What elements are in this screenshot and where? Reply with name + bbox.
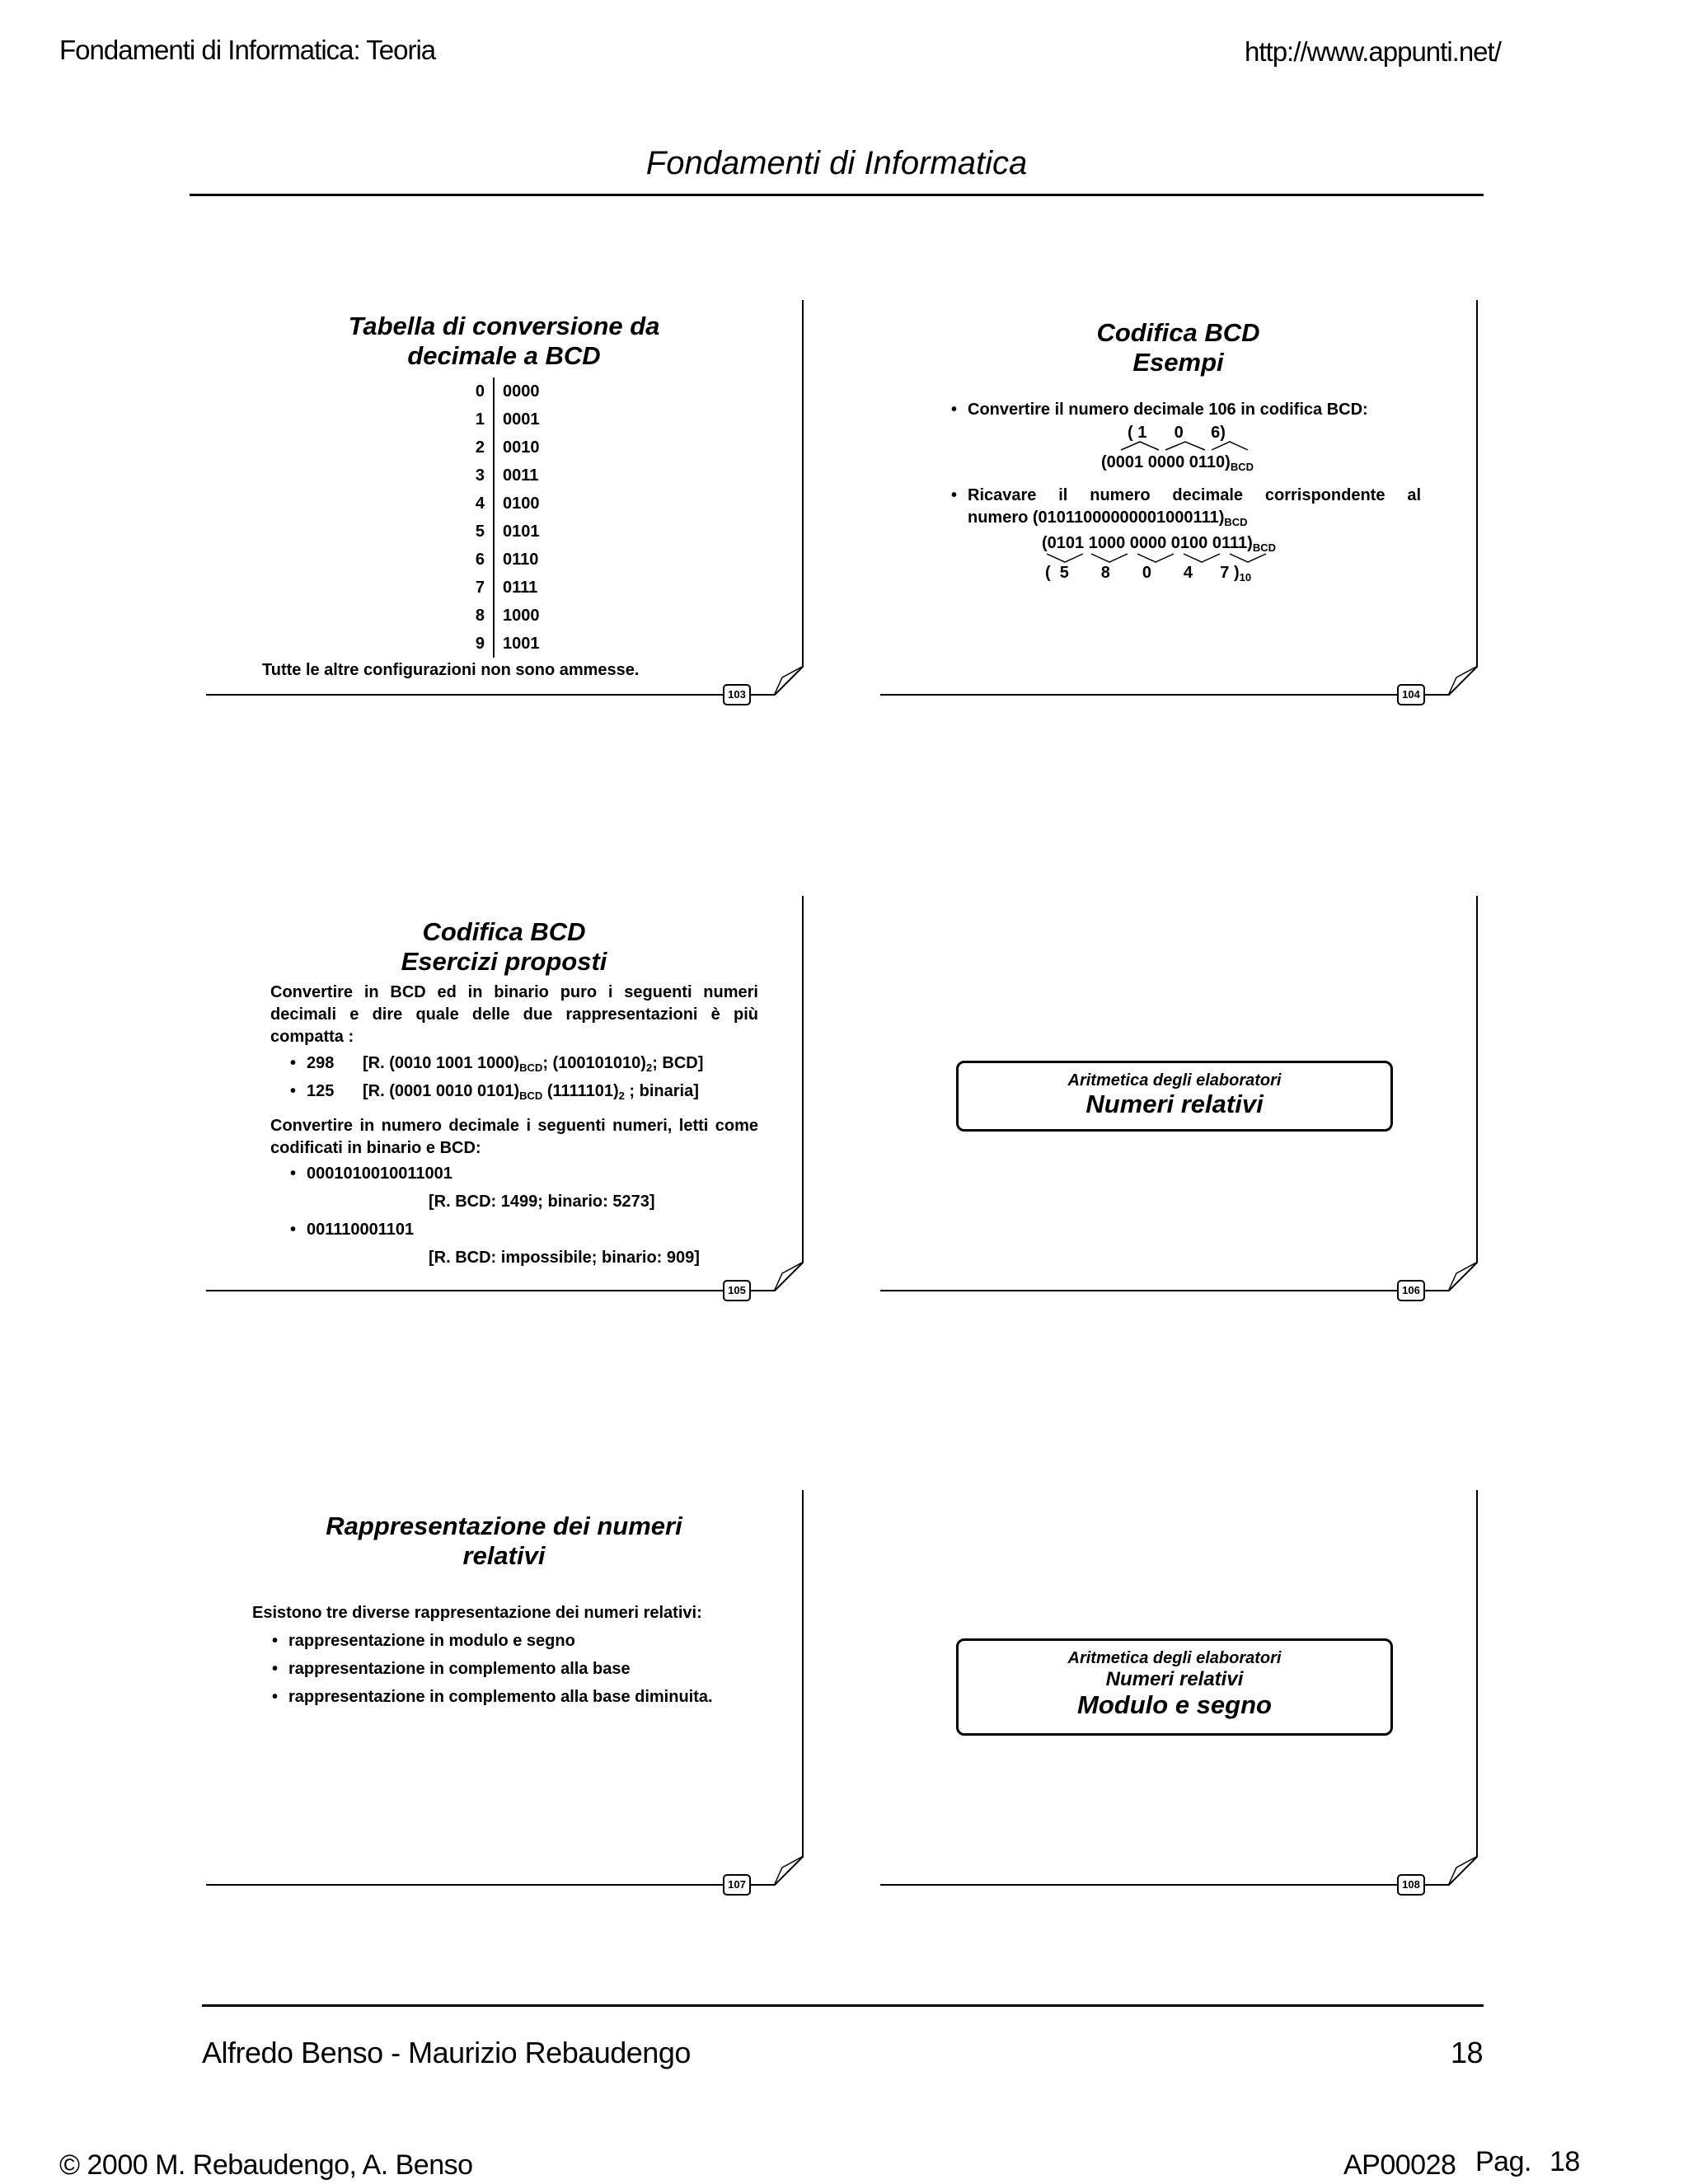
footer-page-number: 18	[1451, 2036, 1484, 2069]
slide-title	[206, 312, 802, 371]
intro-text: Esistono tre diverse rappresentazione dei numeri relativi:	[252, 1604, 702, 1622]
slide-105	[206, 896, 804, 1296]
slide-title	[880, 318, 1476, 377]
list-item: • rappresentazione in complemento alla base diminuita.	[288, 1686, 713, 1708]
table-row: 5 0101	[465, 518, 540, 546]
slide-103	[206, 300, 804, 701]
slide-title-line1: Codifica BCD	[1096, 318, 1260, 347]
header-right: http://www.appunti.net/	[1245, 36, 1501, 67]
slide-title-line1: Codifica BCD	[422, 917, 586, 946]
footer-pag-label: Pag.	[1475, 2146, 1531, 2177]
table-row: 4 0100	[465, 490, 540, 518]
list-item: • 125	[307, 1080, 334, 1103]
box-subtitle-2: Numeri relativi	[1105, 1668, 1244, 1690]
slide-title	[206, 1511, 802, 1571]
footer-copyright: © 2000 M. Rebaudengo, A. Benso	[59, 2149, 473, 2181]
footer-pag-number: 18	[1550, 2146, 1580, 2177]
bcd-result: (0001 0000 $0110)_{BCD}$	[1101, 453, 1254, 473]
table-row: 7 0111	[465, 574, 540, 602]
list-item: • rappresentazione in complemento alla base	[288, 1658, 631, 1680]
table-row: 3 0011	[465, 462, 540, 490]
box-title: Modulo e segno	[1077, 1690, 1272, 1719]
slide-title-line1: Tabella di conversione da	[348, 312, 660, 340]
table-row: 0 0000	[465, 377, 540, 405]
brace-marks	[1119, 440, 1251, 452]
slide-number: 108	[1397, 1874, 1425, 1896]
section-box	[956, 1061, 1393, 1132]
exercise-intro: Convertire in BCD ed in binario puro i seguenti numeri decimali e dire quale delle due rappresentazioni è più compatta :	[270, 983, 758, 1046]
answer: [R. (0010 1001 $1000)_{BCD}$; $(100101010)_2$; BCD]	[363, 1054, 704, 1074]
page-fold-icon	[774, 666, 804, 696]
slide-number: 105	[723, 1280, 751, 1301]
decimal-result: ( 5 8 0 4 7 )$_{10}$	[1045, 564, 1252, 583]
box-title: Numeri relativi	[1085, 1090, 1264, 1118]
slide-number: 104	[1397, 684, 1425, 705]
slide-107	[206, 1490, 804, 1891]
bcd-input: (0101 1000 0000 0100 $0111)_{BCD}$	[1042, 534, 1276, 554]
slide-title-line2: Esempi	[1132, 348, 1224, 377]
table-row: 6 0110	[465, 546, 540, 574]
page-fold-icon	[774, 1262, 804, 1291]
footer-authors: Alfredo Benso - Maurizio Rebaudengo	[202, 2036, 691, 2069]
list-item: • 298	[307, 1052, 334, 1075]
slide-note: Tutte le altre configurazioni non sono ammesse.	[262, 661, 640, 679]
bullet-item: • Ricavare il numero decimale corrispondente al numero $(01011000000001000111)_{BCD}$	[968, 485, 1421, 533]
page-fold-icon	[1448, 1856, 1478, 1886]
bullet-item: • Convertire il numero decimale 106 in codifica BCD:	[968, 399, 1368, 421]
list-item: • rappresentazione in modulo e segno	[288, 1630, 575, 1652]
slide-number: 106	[1397, 1280, 1425, 1301]
box-subtitle: Aritmetica degli elaboratori	[1067, 1649, 1282, 1667]
answer: [R. (0001 0010 $0101)_{BCD}$ $(1111101)_2$ ; binaria]	[363, 1082, 699, 1102]
slide-title	[206, 917, 802, 977]
slide-104	[880, 300, 1478, 701]
page-fold-icon	[774, 1856, 804, 1886]
slide-108	[880, 1490, 1478, 1891]
slide-number: 103	[723, 684, 751, 705]
slide-title-line1: Rappresentazione dei numeri	[326, 1511, 682, 1540]
table-row: 8 1000	[465, 602, 540, 630]
footer-rule	[202, 2004, 1484, 2007]
list-item: • 0001010010011001	[307, 1163, 452, 1185]
exercise-intro: Convertire in numero decimale i seguenti numeri, letti come codificati in binario e BCD:	[270, 1117, 758, 1157]
header-rule	[190, 194, 1484, 196]
table-row: 2 0010	[465, 434, 540, 462]
slide-title-line2: Esercizi proposti	[401, 947, 607, 976]
decimal-digits: ( 1 0 6)	[1128, 424, 1226, 442]
box-subtitle: Aritmetica degli elaboratori	[1067, 1071, 1282, 1090]
footer-code: AP00028	[1343, 2149, 1456, 2181]
slide-title-line2: relativi	[462, 1541, 546, 1570]
list-item: • 001110001101	[307, 1219, 414, 1241]
page-fold-icon	[1448, 1262, 1478, 1291]
answer: [R. BCD: 1499; binario: 5273]	[429, 1193, 655, 1211]
table-row: 1 0001	[465, 405, 540, 434]
doc-title: Fondamenti di Informatica	[645, 145, 1028, 181]
header-left: Fondamenti di Informatica: Teoria	[59, 35, 436, 65]
slide-106	[880, 896, 1478, 1296]
table-row: 9 1001	[465, 630, 540, 658]
slide-number: 107	[723, 1874, 751, 1896]
answer: [R. BCD: impossibile; binario: 909]	[429, 1249, 700, 1267]
slide-title-line2: decimale a BCD	[407, 341, 601, 370]
bcd-table	[465, 377, 540, 658]
page-fold-icon	[1448, 666, 1478, 696]
section-box	[956, 1638, 1393, 1736]
